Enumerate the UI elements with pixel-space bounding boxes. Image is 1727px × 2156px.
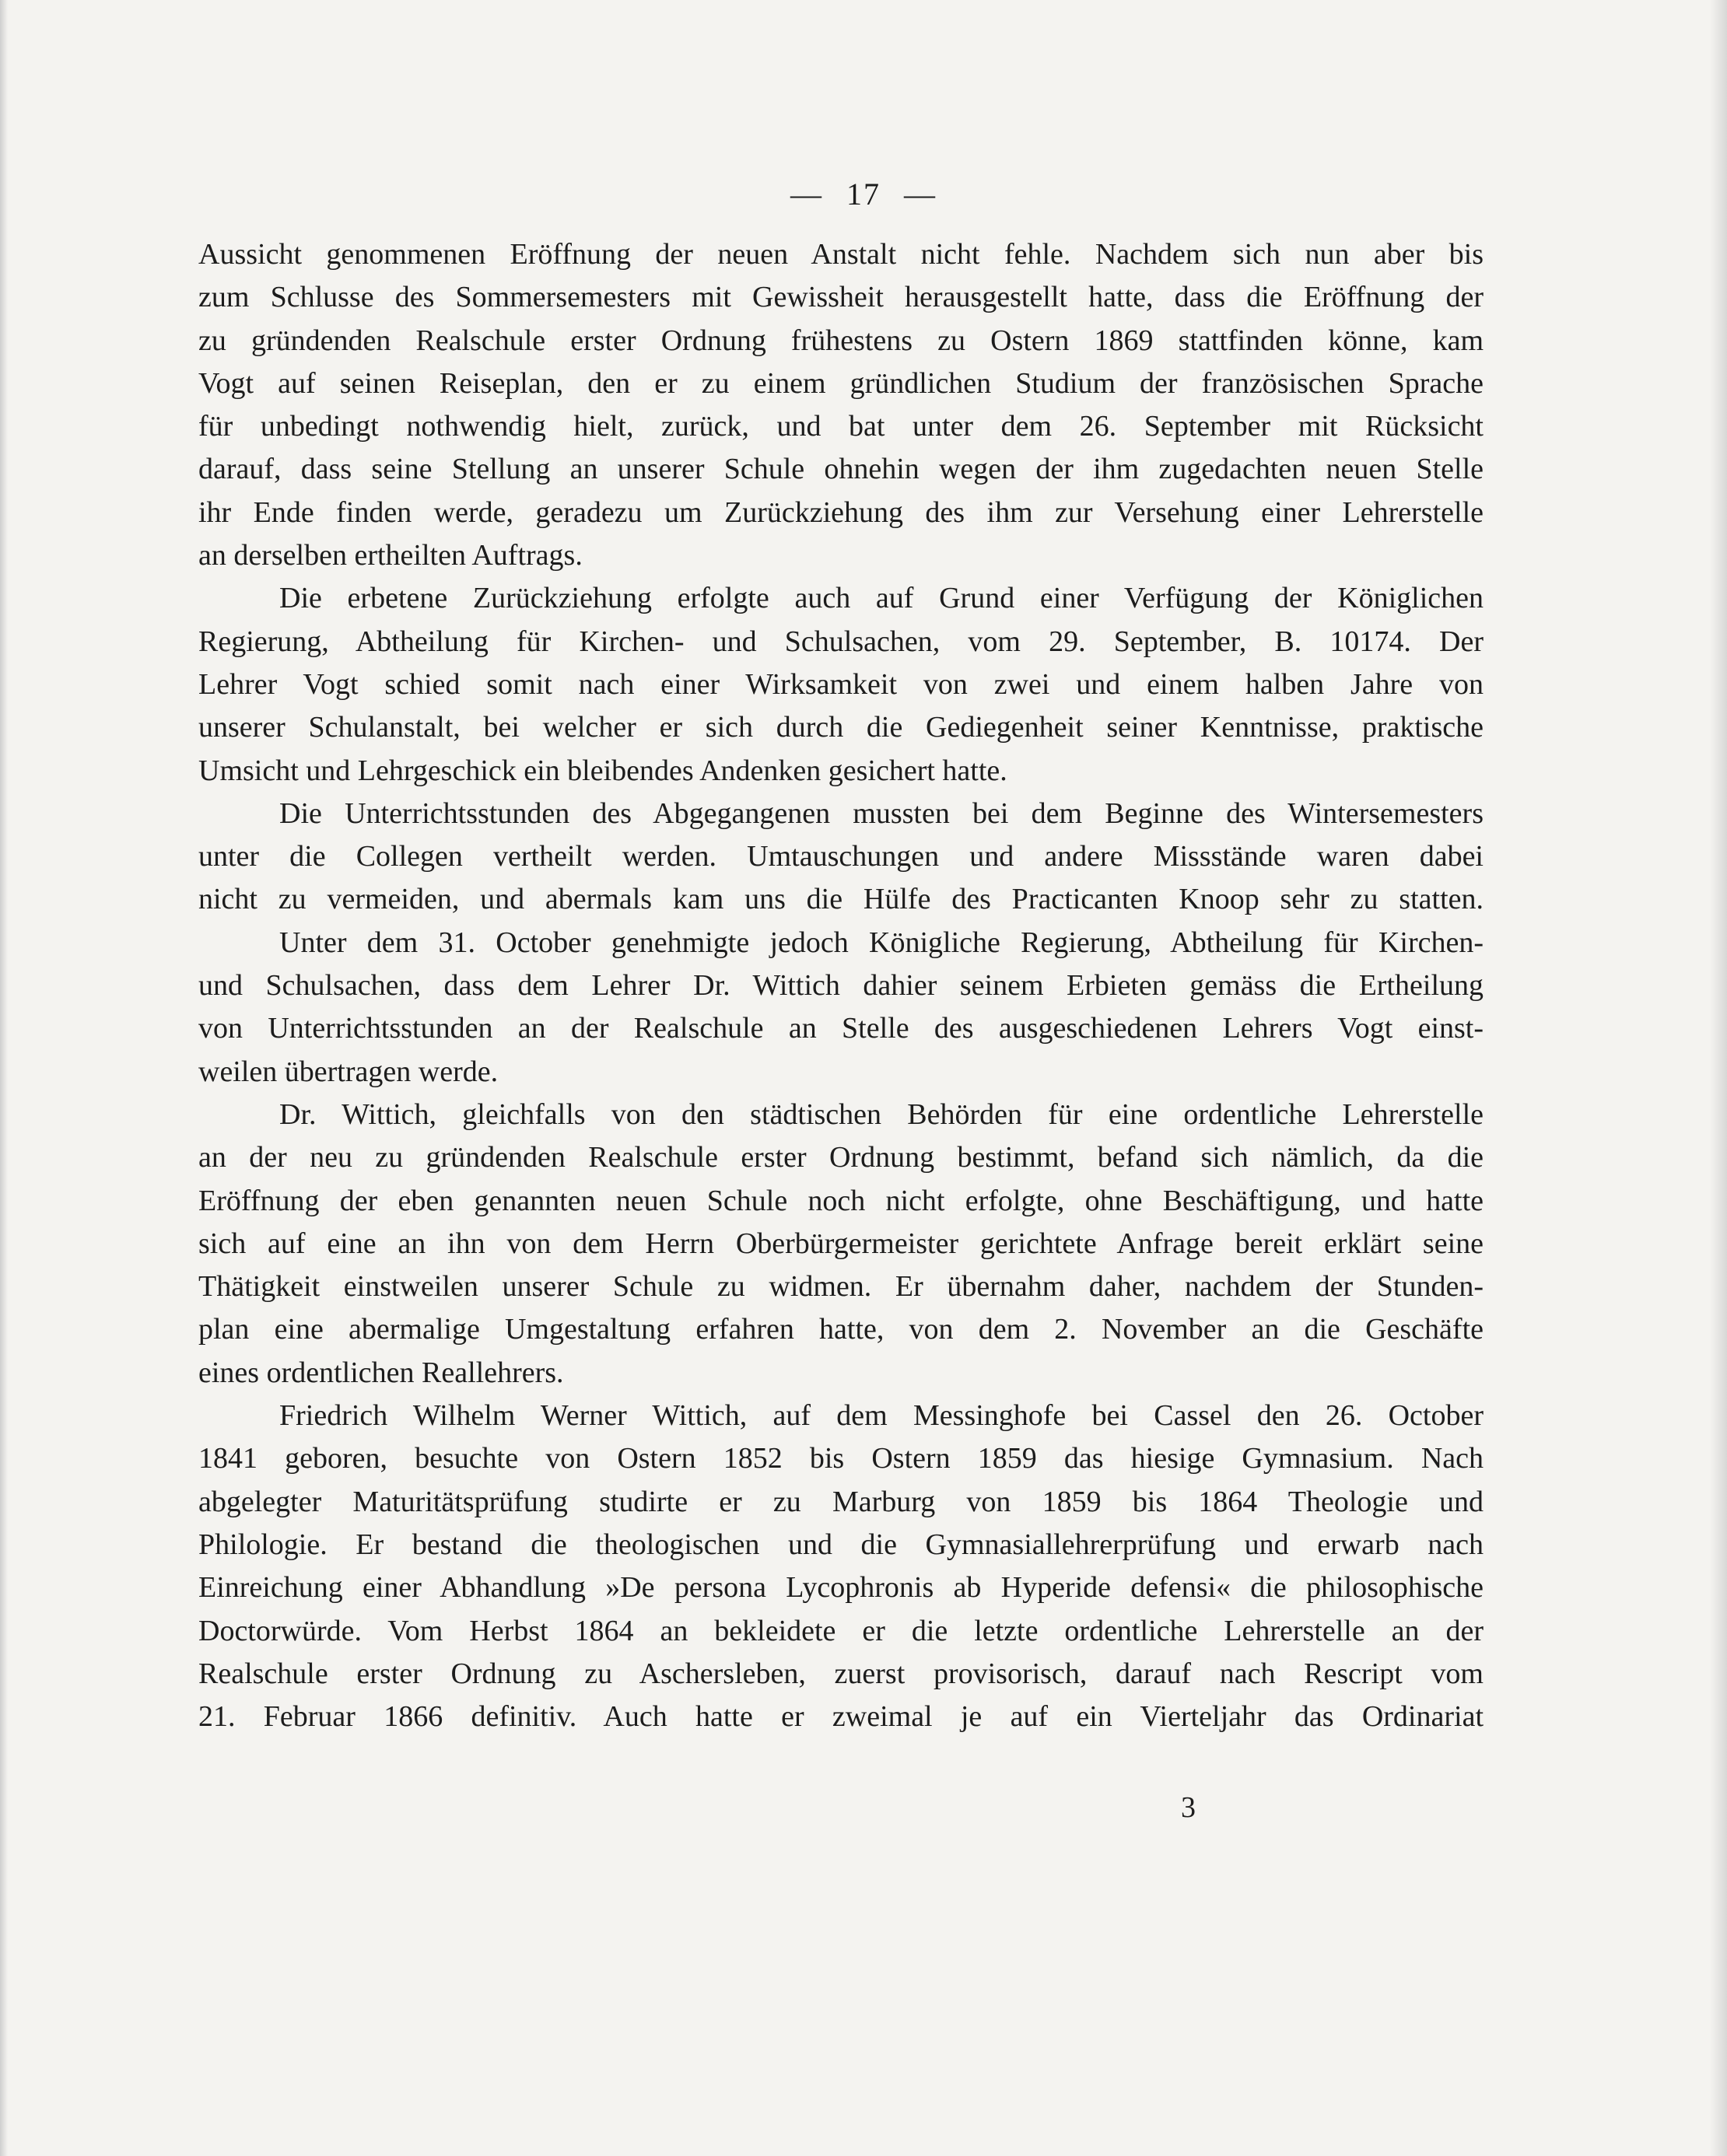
text-line: 1841 geboren, besuchte von Ostern 1852 bis Ostern 1859 das hiesige Gymnasium. Nach [198, 1442, 1484, 1475]
text-line: Vogt auf seinen Reiseplan, den er zu einem gründlichen Studium der französischen Sprache [198, 366, 1484, 400]
text-line: zum Schlusse des Sommersemesters mit Gewissheit herausgestellt hatte, dass die Eröffnung der [198, 281, 1484, 314]
text-line: für unbedingt nothwendig hielt, zurück, und bat unter dem 26. September mit Rücksicht [198, 410, 1484, 443]
scan-edge-left [0, 0, 8, 2156]
text-line: Die erbetene Zurückziehung erfolgte auch auf Grund einer Verfügung der Königlichen [279, 582, 1484, 615]
text-line: unserer Schulanstalt, bei welcher er sich durch die Gediegenheit seiner Kenntnisse, praktische [198, 711, 1484, 744]
text-line: plan eine abermalige Umgestaltung erfahren hatte, von dem 2. November an die Geschäfte [198, 1313, 1484, 1346]
text-line: abgelegter Maturitätsprüfung studirte er zu Marburg von 1859 bis 1864 Theologie und [198, 1485, 1484, 1518]
text-line: Thätigkeit einstweilen unserer Schule zu widmen. Er übernahm daher, nachdem der Stunden- [198, 1270, 1484, 1304]
text-line: ihr Ende finden werde, geradezu um Zurückziehung des ihm zur Versehung einer Lehrerstelle [198, 495, 1484, 529]
text-line: Dr. Wittich, gleichfalls von den städtischen Behörden für eine ordentliche Lehrerstelle [279, 1097, 1484, 1131]
text-line: Lehrer Vogt schied somit nach einer Wirksamkeit von zwei und einem halben Jahre von [198, 667, 1484, 701]
text-line: Aussicht genommenen Eröffnung der neuen Anstalt nicht fehle. Nachdem sich nun aber bis [198, 238, 1484, 271]
text-line: Einreichung einer Abhandlung »De persona Lycophronis ab Hyperide defensi« die philosophische [198, 1571, 1484, 1605]
text-line: Umsicht und Lehrgeschick ein bleibendes Andenken gesichert hatte. [198, 754, 1007, 787]
text-line: an der neu zu gründenden Realschule erster Ordnung bestimmt, befand sich nämlich, da die [198, 1141, 1484, 1174]
text-line: unter die Collegen vertheilt werden. Umtauschungen und andere Missstände waren dabei [198, 840, 1484, 873]
text-line: darauf, dass seine Stellung an unserer Schule ohnehin wegen der ihm zugedachten neuen Stelle [198, 453, 1484, 486]
scan-edge-right [1710, 0, 1727, 2156]
text-line: 21. Februar 1866 definitiv. Auch hatte er zweimal je auf ein Vierteljahr das Ordinariat [198, 1700, 1484, 1734]
sheet-signature-mark: 3 [1181, 1791, 1196, 1824]
text-line: nicht zu vermeiden, und abermals kam uns die Hülfe des Practicanten Knoop sehr zu statten. [198, 883, 1484, 916]
text-line: von Unterrichtsstunden an der Realschule an Stelle des ausgeschiedenen Lehrers Vogt einst- [198, 1012, 1484, 1045]
text-line: weilen übertragen werde. [198, 1055, 499, 1088]
text-line: an derselben ertheilten Auftrags. [198, 539, 583, 572]
text-line: Die Unterrichtsstunden des Abgegangenen mussten bei dem Beginne des Wintersemesters [279, 796, 1484, 830]
text-line: Unter dem 31. October genehmigte jedoch Königliche Regierung, Abtheilung für Kirchen- [279, 926, 1484, 959]
text-line: und Schulsachen, dass dem Lehrer Dr. Wittich dahier seinem Erbieten gemäss die Ertheilung [198, 969, 1484, 1003]
text-line: Friedrich Wilhelm Werner Wittich, auf dem Messinghofe bei Cassel den 26. October [279, 1399, 1484, 1433]
text-line: sich auf eine an ihn von dem Herrn Oberbürgermeister gerichtete Anfrage bereit erklärt seine [198, 1227, 1484, 1260]
text-line: eines ordentlichen Reallehrers. [198, 1356, 564, 1389]
text-line: Realschule erster Ordnung zu Aschersleben, zuerst provisorisch, darauf nach Rescript vom [198, 1657, 1484, 1690]
page-number: — 17 — [790, 177, 937, 212]
text-line: zu gründenden Realschule erster Ordnung frühestens zu Ostern 1869 stattfinden könne, kam [198, 324, 1484, 357]
text-line: Eröffnung der eben genannten neuen Schule noch nicht erfolgte, ohne Beschäftigung, und hatte [198, 1184, 1484, 1217]
text-line: Doctorwürde. Vom Herbst 1864 an bekleidete er die letzte ordentliche Lehrerstelle an der [198, 1614, 1484, 1647]
body-text [198, 233, 1484, 1738]
text-line: Philologie. Er bestand die theologischen und die Gymnasiallehrerprüfung und erwarb nach [198, 1528, 1484, 1561]
text-line: Regierung, Abtheilung für Kirchen- und Schulsachen, vom 29. September, B. 10174. Der [198, 625, 1484, 658]
